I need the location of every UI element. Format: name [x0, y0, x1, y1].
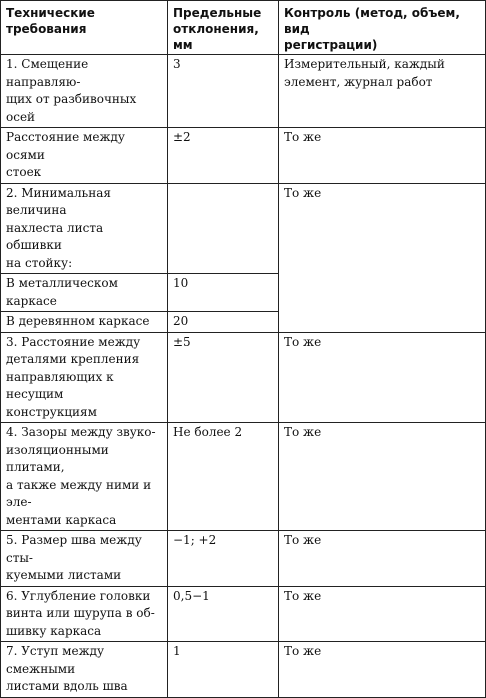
table-row [1, 423, 486, 531]
requirement-cell: 2. Минимальная величина нахлеста листа обшивки на стойку: [1, 183, 168, 274]
table-row [1, 55, 486, 128]
tolerance-cell: 10 [168, 274, 279, 312]
control-cell: То же [279, 332, 486, 423]
control-cell: То же [279, 531, 486, 587]
requirement-cell: 7. Уступ между смежными листами вдоль шва [1, 642, 168, 698]
tolerance-cell: ±5 [168, 332, 279, 423]
table-row [1, 642, 486, 698]
table-row [1, 183, 486, 274]
tolerance-cell: 3 [168, 55, 279, 128]
tolerance-cell: −1; +2 [168, 531, 279, 587]
header-requirements: Технические требования [1, 1, 168, 55]
table-row [1, 128, 486, 184]
requirement-cell: 6. Углубление головки винта или шурупа в об- шивку каркаса [1, 586, 168, 642]
control-cell: То же [279, 642, 486, 698]
requirement-cell: В деревянном каркасе [1, 312, 168, 333]
control-cell: То же [279, 586, 486, 642]
tolerance-cell: Не более 2 [168, 423, 279, 531]
table-row [1, 531, 486, 587]
table-header-row [1, 1, 486, 55]
requirement-cell: 3. Расстояние между деталями крепления направляющих к несущим конструкциям [1, 332, 168, 423]
tolerance-cell: 20 [168, 312, 279, 333]
tolerance-cell: ±2 [168, 128, 279, 184]
requirement-cell: Расстояние между осями стоек [1, 128, 168, 184]
requirement-cell: В металлическом каркасе [1, 274, 168, 312]
requirement-cell: 1. Смещение направляю- щих от разбивочных осей [1, 55, 168, 128]
table-row [1, 332, 486, 423]
tolerance-cell: 1 [168, 642, 279, 698]
control-cell: То же [279, 183, 486, 332]
tolerance-cell [168, 183, 279, 274]
requirement-cell: 5. Размер шва между сты- куемыми листами [1, 531, 168, 587]
table-row [1, 586, 486, 642]
tolerance-cell: 0,5−1 [168, 586, 279, 642]
control-cell: То же [279, 128, 486, 184]
control-cell: То же [279, 423, 486, 531]
header-control: Контроль (метод, объем, вид регистрации) [279, 1, 486, 55]
header-tolerances: Предельные отклонения, мм [168, 1, 279, 55]
requirement-cell: 4. Зазоры между звуко- изоляционными плитами, а также между ними и эле- ментами каркаса [1, 423, 168, 531]
control-cell: Измерительный, каждый элемент, журнал работ [279, 55, 486, 128]
